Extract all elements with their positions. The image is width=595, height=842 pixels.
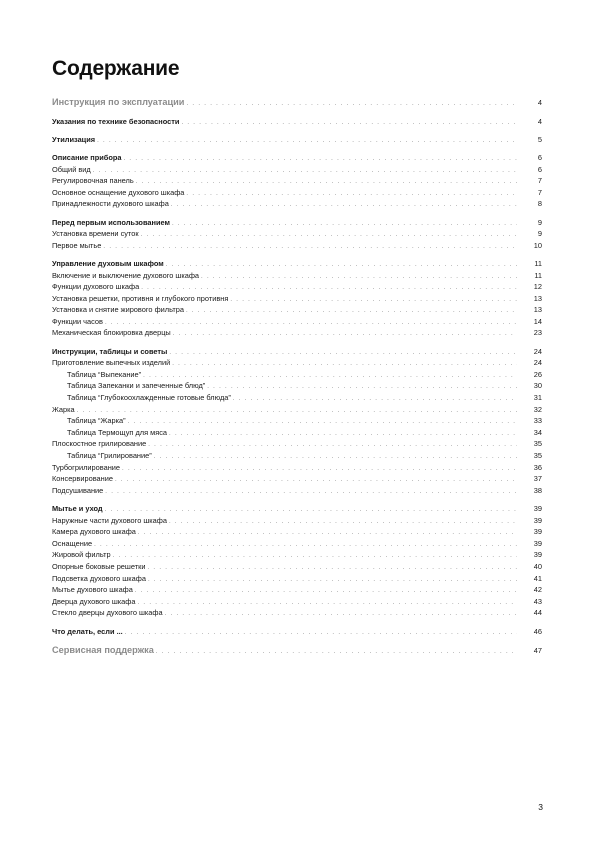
toc-leader-dots: [105, 487, 517, 499]
toc-leader-dots: [148, 440, 517, 452]
toc-entry: [52, 473, 542, 485]
toc-entry: [52, 538, 542, 550]
toc-entry: [52, 357, 542, 369]
toc-leader-dots: [141, 230, 517, 242]
toc-entry: [52, 270, 542, 282]
toc-entry-page: 4: [537, 116, 542, 126]
toc-leader-dots: [181, 118, 517, 130]
toc-entry-title: Функции часов: [52, 316, 103, 326]
toc-entry-title: Подсушивание: [52, 485, 104, 495]
toc-entry-page: 9: [537, 229, 542, 239]
toc-entry: [52, 584, 542, 596]
toc-leader-dots: [156, 646, 517, 659]
table-of-contents: [52, 96, 542, 657]
toc-entry-page: 33: [533, 416, 542, 426]
toc-entry: [52, 503, 542, 515]
toc-entry: [52, 561, 542, 573]
toc-entry: [52, 281, 542, 293]
toc-entry-page: 23: [533, 328, 542, 338]
toc-leader-dots: [122, 464, 517, 476]
toc-entry-title: Мытье духового шкафа: [52, 585, 133, 595]
toc-entry: [52, 573, 542, 585]
toc-entry: [52, 404, 542, 416]
toc-entry-title: Инструкция по эксплуатации: [52, 97, 185, 107]
toc-entry: [52, 549, 542, 561]
toc-entry-title: Оснащение: [52, 538, 93, 548]
toc-entry-page: 41: [533, 573, 542, 583]
toc-leader-dots: [128, 417, 517, 429]
toc-entry-page: 9: [537, 217, 542, 227]
toc-leader-dots: [169, 429, 517, 441]
toc-entry-page: 24: [533, 358, 542, 368]
toc-entry-page: 34: [533, 427, 542, 437]
toc-entry-title: Включение и выключение духового шкафа: [52, 270, 200, 280]
toc-entry: [52, 526, 542, 538]
toc-entry-title: Что делать, если ...: [52, 626, 123, 636]
toc-entry-page: 4: [537, 98, 542, 107]
toc-entry-page: 39: [533, 527, 542, 537]
toc-entry-page: 6: [537, 152, 542, 162]
toc-leader-dots: [230, 295, 517, 307]
toc-leader-dots: [113, 551, 517, 563]
toc-entry-page: 44: [533, 608, 542, 618]
toc-entry-title: Установка решетки, противня и глубокого противня: [52, 293, 229, 303]
toc-leader-dots: [147, 563, 517, 575]
toc-leader-dots: [169, 517, 517, 529]
toc-entry-page: 32: [533, 404, 542, 414]
toc-entry-title: Механическая блокировка дверцы: [52, 328, 171, 338]
toc-entry-page: 39: [533, 550, 542, 560]
toc-entry: [52, 515, 542, 527]
toc-entry-title: Таблица “Глубокоохлажденные готовые блюда”: [67, 393, 231, 403]
toc-entry-title: Таблица “Грилирование”: [67, 451, 152, 460]
toc-entry: [52, 644, 542, 657]
toc-leader-dots: [154, 452, 517, 464]
toc-entry-title: Регулировочная панель: [52, 176, 134, 186]
toc-leader-dots: [148, 575, 517, 587]
toc-entry-page: 14: [533, 316, 542, 326]
toc-leader-dots: [138, 528, 517, 540]
toc-entry-title: Основное оснащение духового шкафа: [52, 187, 185, 197]
toc-entry: [52, 450, 542, 462]
toc-entry-page: 13: [533, 305, 542, 315]
toc-entry-title: Консервирование: [52, 474, 113, 484]
toc-entry-page: 24: [533, 346, 542, 356]
toc-leader-dots: [172, 359, 517, 371]
toc-entry-title: Общий вид: [52, 164, 91, 174]
toc-entry: [52, 134, 542, 146]
toc-entry-title: Перед первым использованием: [52, 217, 170, 227]
toc-entry-title: Приготовление выпечных изделий: [52, 358, 171, 368]
toc-entry-page: 5: [537, 134, 542, 144]
toc-leader-dots: [97, 136, 517, 148]
toc-entry: [52, 369, 542, 381]
toc-entry: [52, 462, 542, 474]
toc-leader-dots: [186, 306, 517, 318]
toc-entry-page: 40: [533, 561, 542, 571]
toc-entry-title: Опорные боковые решетки: [52, 561, 146, 571]
toc-leader-dots: [169, 348, 517, 360]
toc-entry-page: 47: [533, 645, 542, 655]
toc-entry-title: Жарка: [52, 404, 75, 414]
toc-entry: [52, 427, 542, 439]
toc-entry: [52, 626, 542, 638]
toc-entry-title: Камера духового шкафа: [52, 527, 136, 537]
toc-entry: [52, 392, 542, 404]
toc-entry: [52, 187, 542, 199]
toc-entry: [52, 175, 542, 187]
toc-entry-page: 35: [533, 451, 542, 460]
toc-leader-dots: [165, 609, 517, 621]
toc-entry-page: 39: [533, 515, 542, 525]
toc-entry: [52, 198, 542, 210]
toc-leader-dots: [166, 260, 517, 272]
toc-entry: [52, 116, 542, 128]
toc-entry-title: Сервисная поддержка: [52, 644, 154, 655]
page-title: Содержание: [52, 57, 180, 80]
toc-leader-dots: [115, 475, 517, 487]
toc-leader-dots: [123, 154, 517, 166]
toc-entry: [52, 240, 542, 252]
toc-entry-page: 11: [534, 258, 542, 268]
toc-leader-dots: [171, 200, 517, 212]
toc-entry-title: Наружные части духового шкафа: [52, 515, 167, 525]
toc-entry-title: Жировой фильтр: [52, 550, 111, 560]
toc-entry-title: Таблица “Выпекание”: [67, 369, 142, 379]
toc-entry: [52, 316, 542, 328]
toc-leader-dots: [233, 394, 517, 406]
toc-entry-page: 42: [533, 585, 542, 595]
toc-entry: [52, 304, 542, 316]
toc-entry: [52, 415, 542, 427]
toc-entry-page: 46: [533, 626, 542, 636]
toc-leader-dots: [172, 219, 517, 231]
toc-entry-title: Таблица Термощуп для мяса: [67, 427, 168, 437]
toc-entry: [52, 346, 542, 358]
toc-entry-page: 39: [533, 503, 542, 513]
toc-leader-dots: [93, 166, 517, 178]
toc-entry-page: 26: [533, 369, 542, 379]
toc-entry-page: 36: [533, 462, 542, 472]
toc-entry-page: 12: [533, 282, 542, 292]
toc-entry-title: Установка и снятие жирового фильтра: [52, 305, 184, 315]
toc-entry: [52, 217, 542, 229]
toc-entry-page: 7: [537, 187, 542, 197]
toc-leader-dots: [186, 98, 517, 111]
toc-entry-title: Подсветка духового шкафа: [52, 573, 146, 583]
toc-entry-page: 10: [533, 240, 542, 250]
toc-entry-page: 43: [533, 596, 542, 606]
toc-entry: [52, 438, 542, 450]
toc-leader-dots: [135, 586, 517, 598]
page-number: 3: [538, 802, 543, 812]
toc-entry-title: Функции духового шкафа: [52, 282, 140, 292]
toc-leader-dots: [136, 177, 517, 189]
toc-entry-title: Мытье и уход: [52, 503, 103, 513]
toc-entry-title: Управление духовым шкафом: [52, 258, 164, 268]
toc-entry-title: Указания по технике безопасности: [52, 116, 180, 126]
toc-entry-title: Дверца духового шкафа: [52, 596, 136, 606]
toc-entry-title: Принадлежности духового шкафа: [52, 199, 169, 209]
toc-entry-page: 37: [533, 474, 542, 484]
toc-leader-dots: [94, 540, 517, 552]
toc-entry: [52, 152, 542, 164]
toc-leader-dots: [186, 189, 517, 201]
toc-leader-dots: [77, 406, 517, 418]
toc-entry-title: Инструкции, таблицы и советы: [52, 346, 168, 356]
toc-entry-page: 30: [533, 381, 542, 391]
toc-entry-title: Таблица “Жарка”: [67, 416, 126, 426]
toc-entry: [52, 327, 542, 339]
toc-entry-page: 8: [537, 199, 542, 209]
toc-entry: [52, 293, 542, 305]
toc-entry-page: 35: [533, 439, 542, 449]
toc-entry-page: 13: [533, 293, 542, 303]
toc-leader-dots: [201, 272, 517, 284]
toc-entry: [52, 96, 542, 109]
toc-entry-title: Первое мытье: [52, 240, 102, 250]
toc-entry-page: 6: [537, 164, 542, 174]
toc-entry: [52, 485, 542, 497]
toc-entry: [52, 380, 542, 392]
toc-entry-page: 7: [537, 176, 542, 186]
toc-entry: [52, 164, 542, 176]
toc-entry-title: Установка времени суток: [52, 229, 139, 239]
toc-entry-page: 38: [533, 485, 542, 495]
toc-leader-dots: [125, 628, 517, 640]
toc-entry-title: Утилизация: [52, 134, 96, 144]
toc-entry-title: Плоскостное грилирование: [52, 439, 147, 449]
toc-leader-dots: [103, 242, 517, 254]
toc-entry: [52, 228, 542, 240]
toc-entry: [52, 258, 542, 270]
toc-leader-dots: [207, 382, 517, 394]
toc-entry: [52, 607, 542, 619]
toc-entry-page: 11: [534, 270, 542, 280]
toc-leader-dots: [173, 329, 517, 341]
toc-entry: [52, 596, 542, 608]
toc-entry-title: Описание прибора: [52, 152, 122, 162]
toc-leader-dots: [137, 598, 517, 610]
toc-entry-page: 31: [533, 393, 542, 403]
toc-entry-title: Таблица Запеканки и запеченные блюд”: [67, 381, 206, 391]
toc-entry-page: 39: [533, 538, 542, 548]
toc-entry-title: Турбогрилирование: [52, 462, 121, 472]
toc-entry-title: Стекло дверцы духового шкафа: [52, 608, 163, 618]
